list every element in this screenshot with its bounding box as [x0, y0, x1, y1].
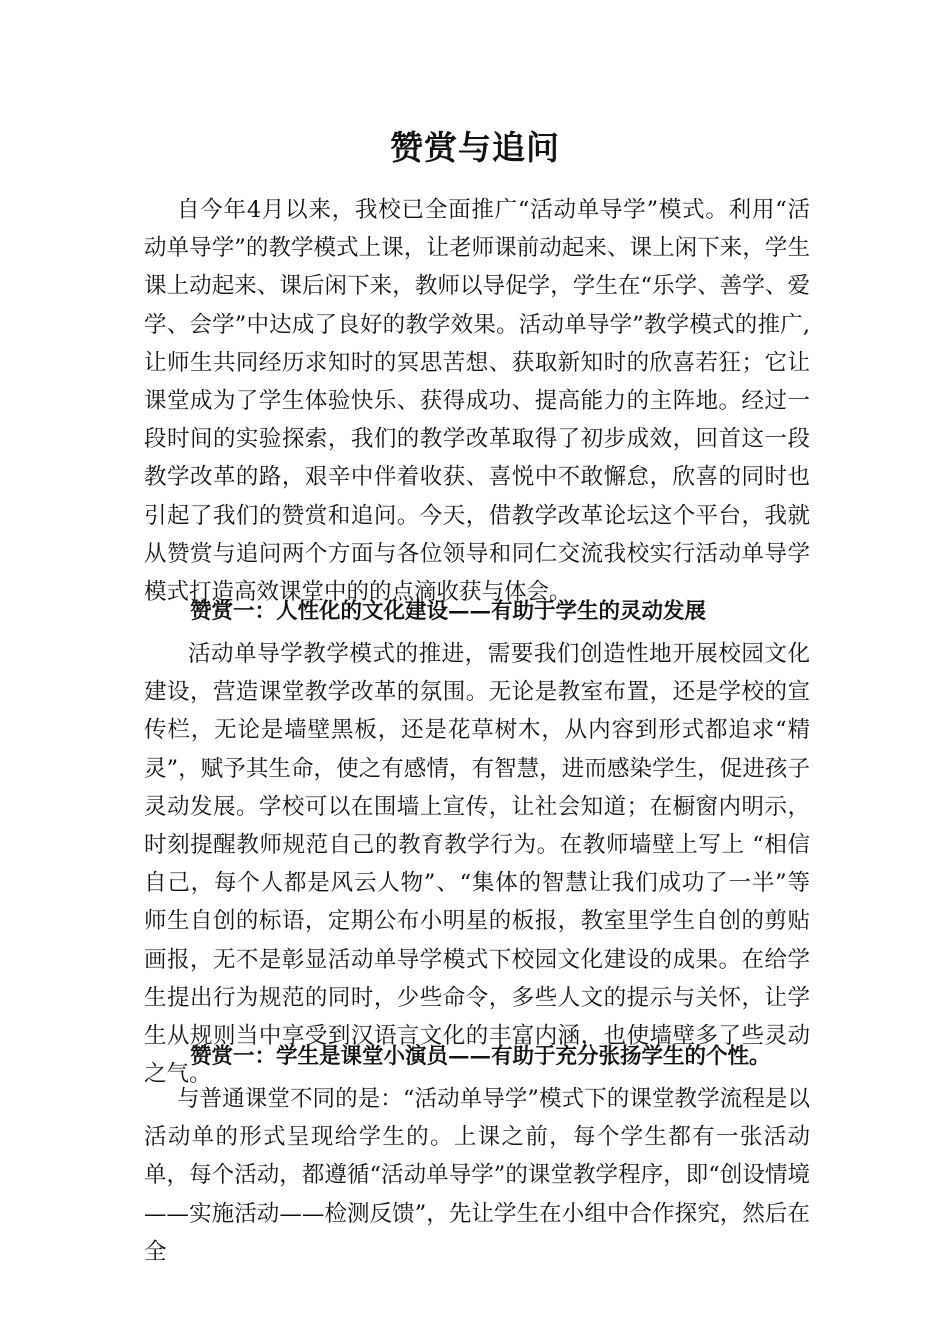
students-paragraph: 与普通课堂不同的是：“活动单导学”模式下的课堂教学流程是以活动单的形式呈现给学生的。上课之前，每个学生都有一张活动单，每个活动，都遵循“活动单导学”的课堂教学程序，即“创设情境——实施活动——检测反馈”，先让学生在小组中合作探究，然后在全: [144, 1086, 810, 1265]
document-title: 赞赏与追问: [390, 128, 560, 167]
section-heading-students: 赞赏一：学生是课堂小演员——有助于充分张扬学生的个性。: [190, 1044, 771, 1069]
intro-paragraph: 自今年4月以来，我校已全面推广“活动单导学”模式。利用“活动单导学”的教学模式上课，让老师课前动起来、课上闲下来，学生课上动起来、课后闲下来，教师以导促学，学生在“乐学、善学、爱学、会学”中达成了良好的教学效果。活动单导学”教学模式的推广,让师生共同经历求知时的冥思苦想、获取新知时的欣喜若狂；它让课堂成为了学生体验快乐、获得成功、提高能力的主阵地。经过一段时间的实验探索，我们的教学改革取得了初步成效，回首这一段教学改革的路，艰辛中伴着收获、喜悦中不敢懈怠，欣喜的同时也引起了我们的赞赏和追问。今天，借教学改革论坛这个平台，我就从赞赏与追问两个方面与各位领导和同仁交流我校实行活动单导学模式打造高效课堂中的的点滴收获与体会。: [144, 197, 810, 606]
culture-paragraph: 活动单导学教学模式的推进，需要我们创造性地开展校园文化建设，营造课堂教学改革的氛围。无论是教室布置，还是学校的宣传栏，无论是墙壁黑板，还是花草树木，从内容到形式都追求“精灵”，赋予其生命，使之有感情，有智慧，进而感染学生，促进孩子灵动发展。学校可以在围墙上宣传，让社会知道；在橱窗内明示，时刻提醒教师规范自己的教育教学行为。在教师墙壁上写上 “相信自己，每个人都是风云人物”、“集体的智慧让我们成功了一半”等 师生自创的标语，定期公布小明星的板报，教室里学生自创的剪贴画报，无不是彰显活动单导学模式下校园文化建设的成果。在给学生提出行为规范的同时，少些命令，多些人文的提示与关怀，让学生从规则当中享受到汉语言文化的丰富内涵，也使墙壁多了些灵动之气。: [144, 641, 810, 1088]
section-heading-culture: 赞赏一：人性化的文化建设——有助于学生的灵动发展: [190, 599, 707, 624]
